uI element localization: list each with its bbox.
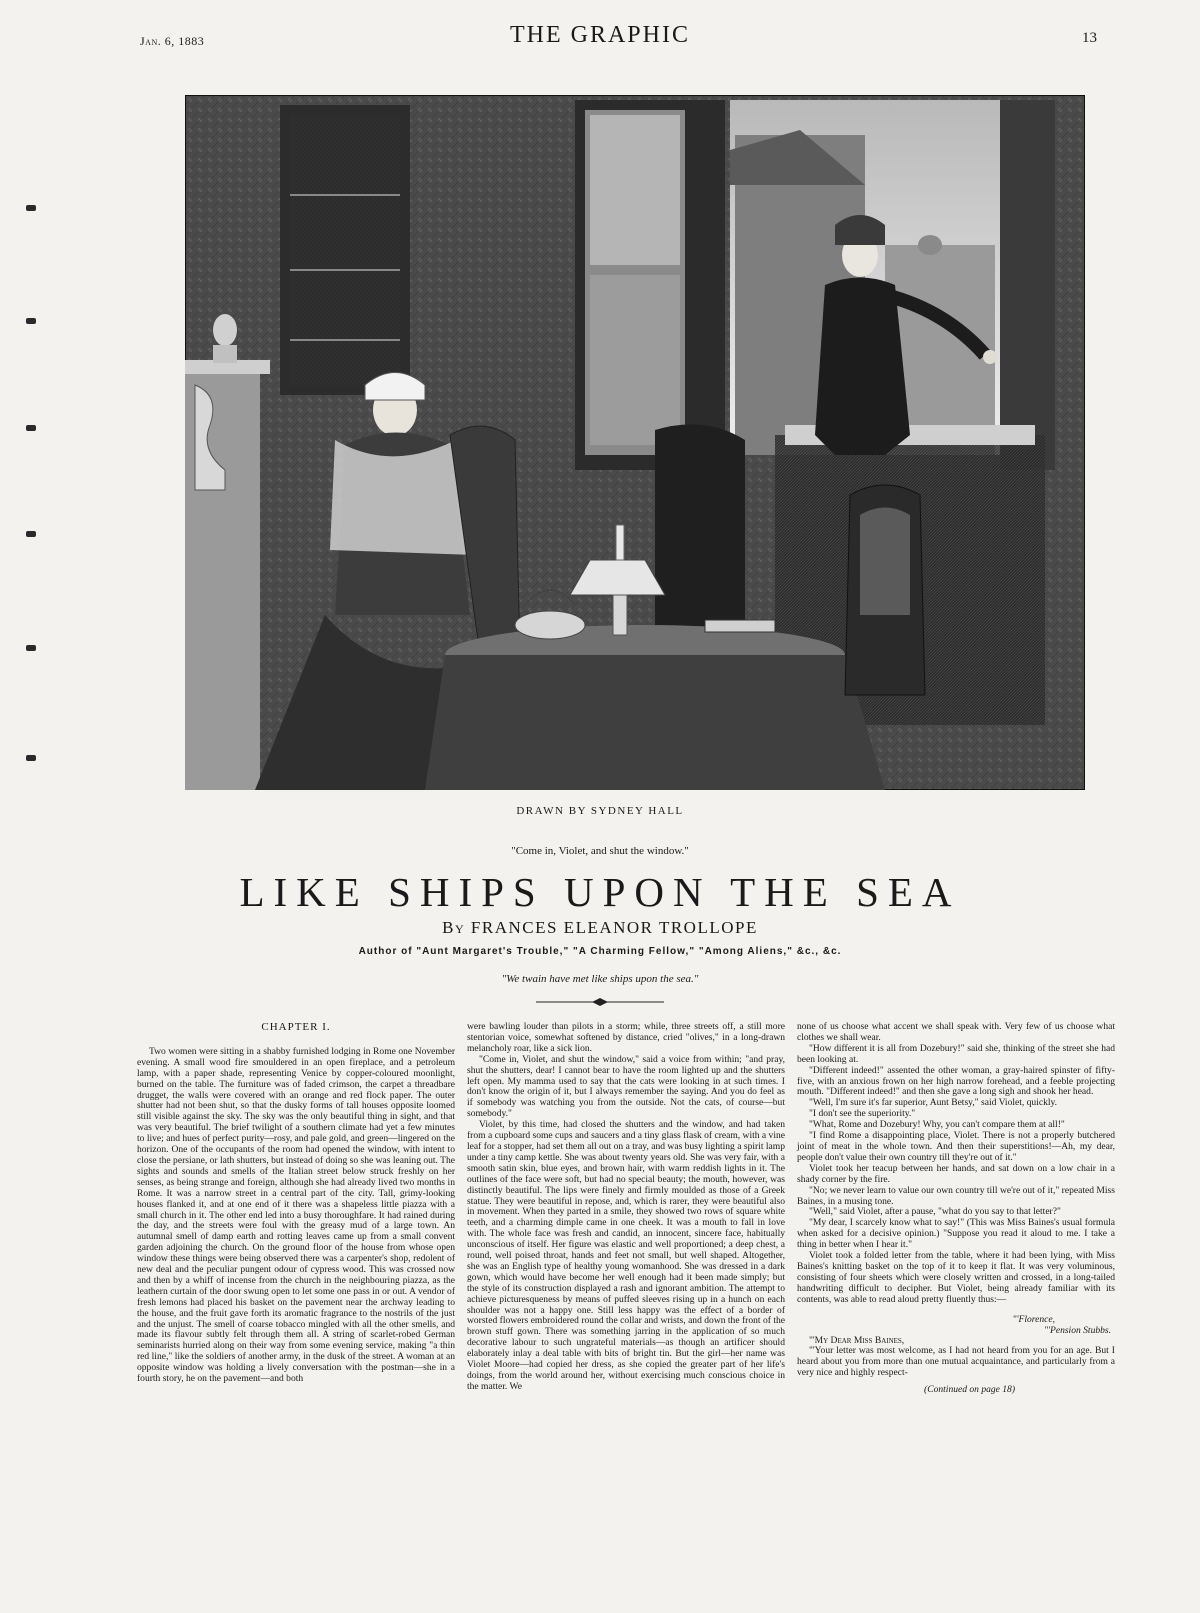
text-column-2: [467, 1022, 785, 1393]
paragraph: Two women were sitting in a shabby furnished lodging in Rome one November evening. A small wood fire smouldered in an open fireplace, and a petroleum lamp, with a paper shade, representing Venice by copper-coloured moonlight, burned on the table. The furniture was of faded crimson, the carpet a threadbare drugget, the walls were covered with an orange and red flock paper. The outer shutter had not been shut, so that the dusky forms of tall houses opposite loomed still visible against the sky. The sky was the only beautiful thing in sight, and that was very beautiful. The brief twilight of a southern climate had yet a few minutes to live; and hues of perfect purity—rosy, and pale gold, and green—lingered on the horizon. One of the occupants of the room had opened the window, with intent to close the persiane, or lath shutters, but instead of doing so she was leaning out. The sights and sounds and smells of the Italian street below struck freshly on her senses, as being strange and foreign, although she had already lived two months in Rome. It was a narrow street in a central part of the city. Tall, grimy-looking houses flanked it, and at one end of it there was a shapeless little piazza with a small church in it. The other end led into a busy thoroughfare. It had rained during the day, and the streets were foul with the greasy mud of a large town. An autumnal smell of damp earth and rotting leaves came up from a small convent garden adjoining the church. On the ground floor of the house from whose open window these things were being observed there was a carpenter's shop, redolent of new deal and the peculiar pungent odour of cypress wood. This was crossed now and then by a whiff of incense from the church in the neighbouring piazza, as the leathern curtain of the door swung open to let some one pass in or out. A vendor of fresh lemons had placed his basket on the pavement near the archway leading to the house, and the fruit gave forth its aromatic fragrance to the nostrils of the just and the unjust. The smell of coarse tobacco mingled with all the other smells, and made its flavour subtly felt through them all. A string of scarlet-robed German seminarists hurried along on their way from some evening service, making "a thin red line," like the soldiers of another army, in the dusk of the street. A woman at an opposite window was holding a lively conversation with the postman—she in a fourth story, he on the pavement—and both: [137, 1045, 455, 1385]
engraving-illustration: [185, 95, 1085, 790]
page-header: [0, 22, 1200, 52]
issue-date: Jan. 6, 1883: [140, 34, 205, 48]
paragraph: "Well," said Violet, after a pause, "what do you say to that letter?": [809, 1206, 1061, 1218]
binding-hole: [26, 318, 36, 324]
byline: [0, 918, 1200, 938]
paragraph: "Different indeed!" assented the other woman, a gray-haired spinster of fifty-five, with an anxious frown on her high narrow forehead, and a feeble projecting mouth. "Different indeed!" and then she gave a long sigh and shook her head.: [797, 1064, 1115, 1098]
paragraph: none of us choose what accent we shall speak with. Very few of us choose what clothes we shall wear.: [797, 1021, 1115, 1043]
epigraph: "We twain have met like ships upon the sea.": [501, 973, 699, 985]
binding-hole: [26, 425, 36, 431]
paragraph: Violet took her teacup between her hands, and sat down on a low chair in a shady corner by the fire.: [797, 1162, 1115, 1185]
publication-title: THE GRAPHIC: [509, 22, 690, 48]
continued-note: (Continued on page 18): [924, 1384, 1015, 1396]
author-name: FRANCES ELEANOR TROLLOPE: [470, 918, 758, 937]
letter-place: "'Florence,: [1012, 1313, 1055, 1325]
paragraph: "My dear, I scarcely know what to say!" (This was Miss Baines's usual formula when asked for a decisive opinion.) "Suppose you read it aloud to me. I take a thing in better when I hear it.": [797, 1217, 1115, 1251]
illustration-caption: "Come in, Violet, and shut the window.": [511, 845, 689, 857]
chapter-heading: CHAPTER I.: [261, 1021, 331, 1033]
text-column-1: [137, 1022, 455, 1385]
author-credits: Author of "Aunt Margaret's Trouble," "A Charming Fellow," "Among Aliens," &c., &c.: [358, 946, 842, 957]
text-column-3: [797, 1022, 1115, 1396]
page-number: 13: [1082, 30, 1097, 46]
story-title: LIKE SHIPS UPON THE SEA: [239, 869, 961, 915]
illustration-credit: DRAWN BY SYDNEY HALL: [516, 805, 684, 817]
paragraph: "Well, I'm sure it's far superior, Aunt Betsy," said Violet, quickly.: [809, 1097, 1058, 1109]
letter-salutation: "'My Dear Miss Baines,: [809, 1334, 905, 1346]
binding-hole: [26, 531, 36, 537]
paragraph: were bawling louder than pilots in a storm; while, three streets off, a still more stentorian voice, somewhat softened by distance, cried "olives," in a long-drawn melancholy roar, like a sick lion.: [467, 1021, 785, 1054]
letter-address: "'Pension Stubbs.: [1043, 1324, 1111, 1336]
paragraph: "I find Rome a disappointing place, Violet. There is not a properly butchered joint of meat in the whole town. And then their superstitions!—Ah, my dear, people don't value their own country till they're out of it.": [797, 1130, 1115, 1163]
binding-hole: [26, 645, 36, 651]
paragraph: Violet took a folded letter from the table, where it had been lying, with Miss Baines's knitting basket on the top of it to keep it flat. It was very voluminous, consisting of four sheets which were closely written and crossed, in a long-tailed handwriting difficult to decipher. But Violet, being already familiar with its contents, was able to read aloud pretty fluently thus:—: [797, 1250, 1115, 1305]
binding-hole: [26, 755, 36, 761]
paragraph: "What, Rome and Dozebury! Why, you can't compare them at all!": [809, 1119, 1065, 1131]
ornamental-rule: [536, 998, 664, 1006]
byline-prefix: By: [442, 918, 466, 937]
paragraph: "How different it is all from Dozebury!" said she, thinking of the street she had been looking at.: [797, 1042, 1115, 1065]
paragraph: Violet, by this time, had closed the shutters and the window, and had taken from a cupboard some cups and saucers and a tiny glass flask of cream, with a vine leaf for a stopper, had set them all out on a tray, and was busy lighting a spirit lamp under a tiny camp kettle. She was about twenty years old. She was very fair, with a smooth satin skin, blue eyes, and brown hair, with warm reddish lights in it. The outlines of the face were soft, but had no special beauty; the mouth, however, was distinctly beautiful. The lips were finely and firmly moulded as those of a Greek statue. They were beautiful in repose, and, which is rarer, they were beautiful also in movement. When they parted in a smile, they showed two rows of square white teeth, and a charming dimple came in one cheek. It was a mouth to fall in love with. The whole face was fresh and candid, an innocent, sincere face, habitually unconscious of itself. Her figure was elastic and well proportioned; a deep chest, a round, well poised throat, hands and feet not small, but well shaped. Altogether, she was an English type of healthy young womanhood. She was dressed in a dark gown, which would have become her well enough had it been made simply; but the style of its construction displayed a rash and ignorant ambition. The attempt to achieve picturesqueness by means of puffed sleeves rising up in a hunch on each shoulder was not a happy one. Still less happy was the effect of a border of worsted flowers embroidered round the collar and wrists, and down the front of the brown stuff gown. There was something jarring in the application of so much decorative labour to such ungrateful materials—as though an artificer should elaborately inlay a deal table with bits of bright tin. But the girl—her name was Violet Moore—had copied her dress, as she copied the greater part of her life's doings, from the world around her, without exercising much conscious choice in the matter. We: [467, 1119, 785, 1392]
letter-body: "'Your letter was most welcome, as I had not heard from you for an age. But I heard about you from more than one mutual acquaintance, and particularly from a very nice and highly respect-: [797, 1345, 1115, 1379]
paragraph: "No; we never learn to value our own country till we're out of it," repeated Miss Baines, in a musing tone.: [797, 1184, 1115, 1207]
paragraph: "Come in, Violet, and shut the window," said a voice from within; "and pray, shut the shutters, dear! I cannot bear to have the room lighted up and the shutters left open. My mamma used to say that the cats were looking in at such times. I don't know the origin of it, but I always remember the saying. And you do feel as if somebody was watching you from the outside. Not the cats, of course—but somebody.": [467, 1053, 785, 1120]
engraving-picture: [185, 95, 1085, 790]
paragraph: "I don't see the superiority.": [809, 1108, 916, 1120]
binding-hole: [26, 205, 36, 211]
